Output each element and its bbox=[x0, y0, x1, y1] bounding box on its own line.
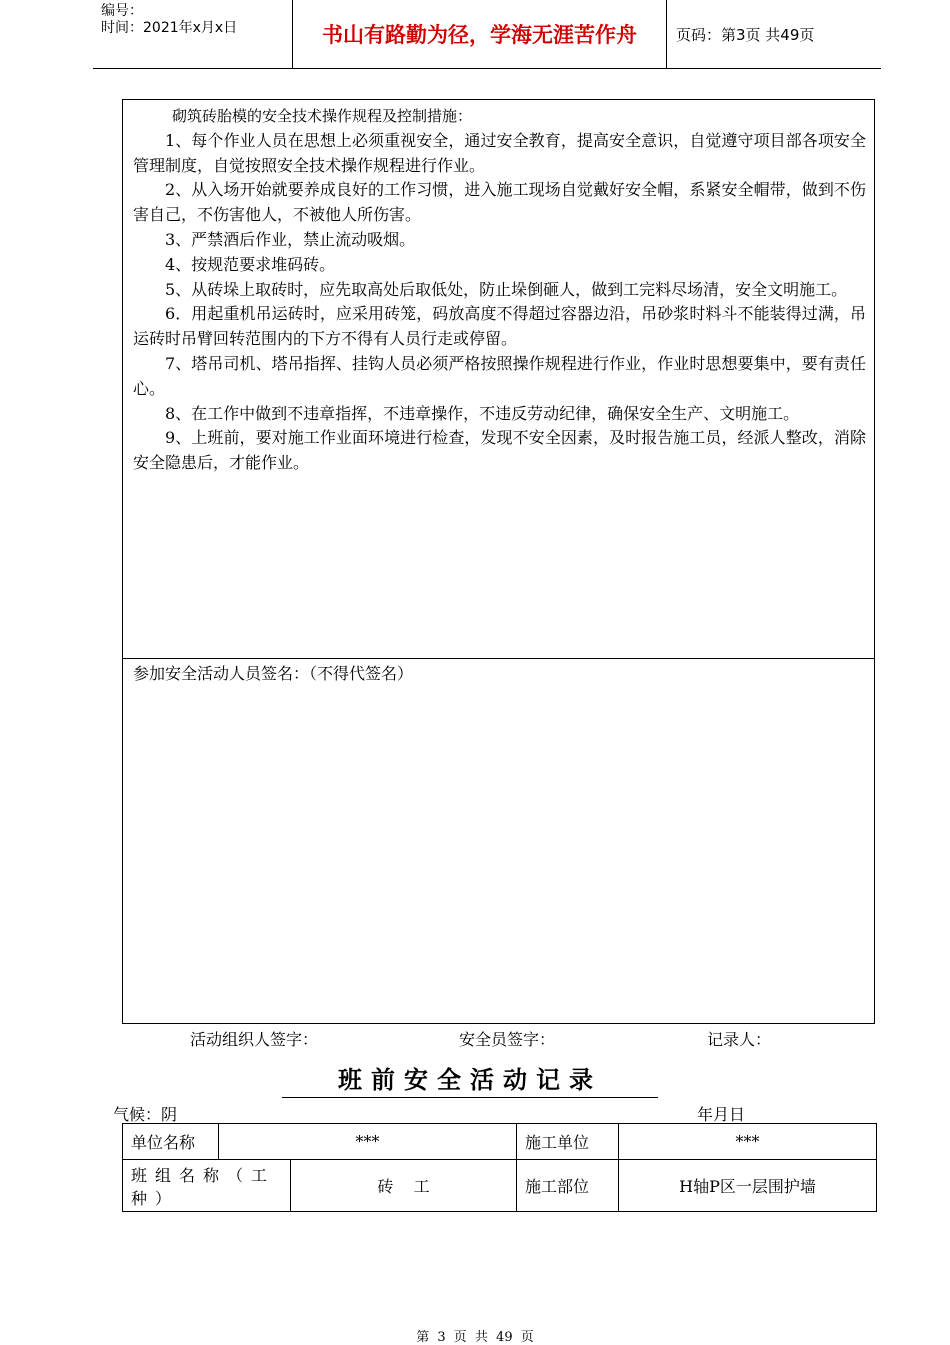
measure-item: 3、严禁酒后作业，禁止流动吸烟。 bbox=[165, 229, 416, 249]
measure-item: 7、塔吊司机、塔吊指挥、挂钩人员必须严格按照操作规程进行作业，作业时思想要集中，要有责任心。 bbox=[133, 353, 866, 398]
measure-item: 1、每个作业人员在思想上必须重视安全，通过安全教育，提高安全意识，自觉遵守项目部各项安全管理制度，自觉按照安全技术操作规程进行作业。 bbox=[133, 130, 866, 175]
safety-measures-box bbox=[122, 99, 875, 1024]
measure-item: 5、从砖垛上取砖时，应先取高处后取低处，防止垛倒砸人，做到工完料尽场清，安全文明施工。 bbox=[165, 279, 848, 299]
table-row bbox=[123, 1124, 877, 1160]
team-name-value: 砖 工 bbox=[291, 1160, 517, 1212]
page-footer: 第 3 页 共 49 页 bbox=[416, 1330, 534, 1345]
document-time-label: 时间：2021年x月x日 bbox=[101, 20, 238, 36]
participants-label: 参加安全活动人员签名：（不得代签名） bbox=[133, 664, 414, 683]
header-meta bbox=[93, 0, 293, 68]
organizer-signature-label: 活动组织人签字： bbox=[190, 1030, 319, 1049]
record-title: 班前安全活动记录 bbox=[282, 1060, 658, 1098]
unit-name-label: 单位名称 bbox=[123, 1124, 219, 1160]
measure-item: 9、上班前，要对施工作业面环境进行检查，发现不安全因素，及时报告施工员，经派人整改，消除安全隐患后，才能作业。 bbox=[133, 428, 866, 473]
unit-name-value: *** bbox=[219, 1124, 517, 1160]
measure-item: 4、按规范要求堆码砖。 bbox=[165, 254, 336, 274]
page-header bbox=[93, 0, 881, 69]
recorder-label: 记录人： bbox=[707, 1030, 772, 1049]
team-name-label: 班组名称（工种） bbox=[123, 1160, 291, 1212]
participants-signature-area bbox=[123, 659, 874, 689]
measure-item: 8、在工作中做到不违章指挥，不违章操作，不违反劳动纪律，确保安全生产、文明施工。 bbox=[165, 403, 800, 423]
safety-officer-signature-label: 安全员签字： bbox=[459, 1030, 556, 1049]
record-info-table bbox=[122, 1123, 877, 1212]
measure-item: 6．用起重机吊运砖时，应采用砖笼，码放高度不得超过容器边沿，吊砂浆时料斗不能装得过满，吊运砖时吊臂回转范围内的下方不得有人员行走或停留。 bbox=[133, 304, 866, 349]
table-row bbox=[123, 1160, 877, 1212]
construction-unit-label: 施工单位 bbox=[517, 1124, 619, 1160]
measures-title: 砌筑砖胎模的安全技术操作规程及控制措施： bbox=[172, 107, 473, 125]
weather-label: 气候：阴 bbox=[113, 1105, 178, 1124]
header-motto: 书山有路勤为径，学海无涯苦作舟 bbox=[293, 0, 667, 68]
measure-item: 2、从入场开始就要养成良好的工作习惯，进入施工现场自觉戴好安全帽，系紧安全帽带，做到不伤害自己，不伤害他人，不被他人所伤害。 bbox=[133, 180, 866, 225]
construction-part-value: H轴P区一层围护墙 bbox=[619, 1160, 877, 1212]
header-page-info: 页码：第3页 共49页 bbox=[676, 25, 815, 44]
date-label: 年月日 bbox=[697, 1105, 746, 1124]
construction-unit-value: *** bbox=[619, 1124, 877, 1160]
construction-part-label: 施工部位 bbox=[517, 1160, 619, 1212]
safety-measures-section bbox=[123, 100, 874, 659]
document-number-label: 编号： bbox=[101, 3, 143, 19]
